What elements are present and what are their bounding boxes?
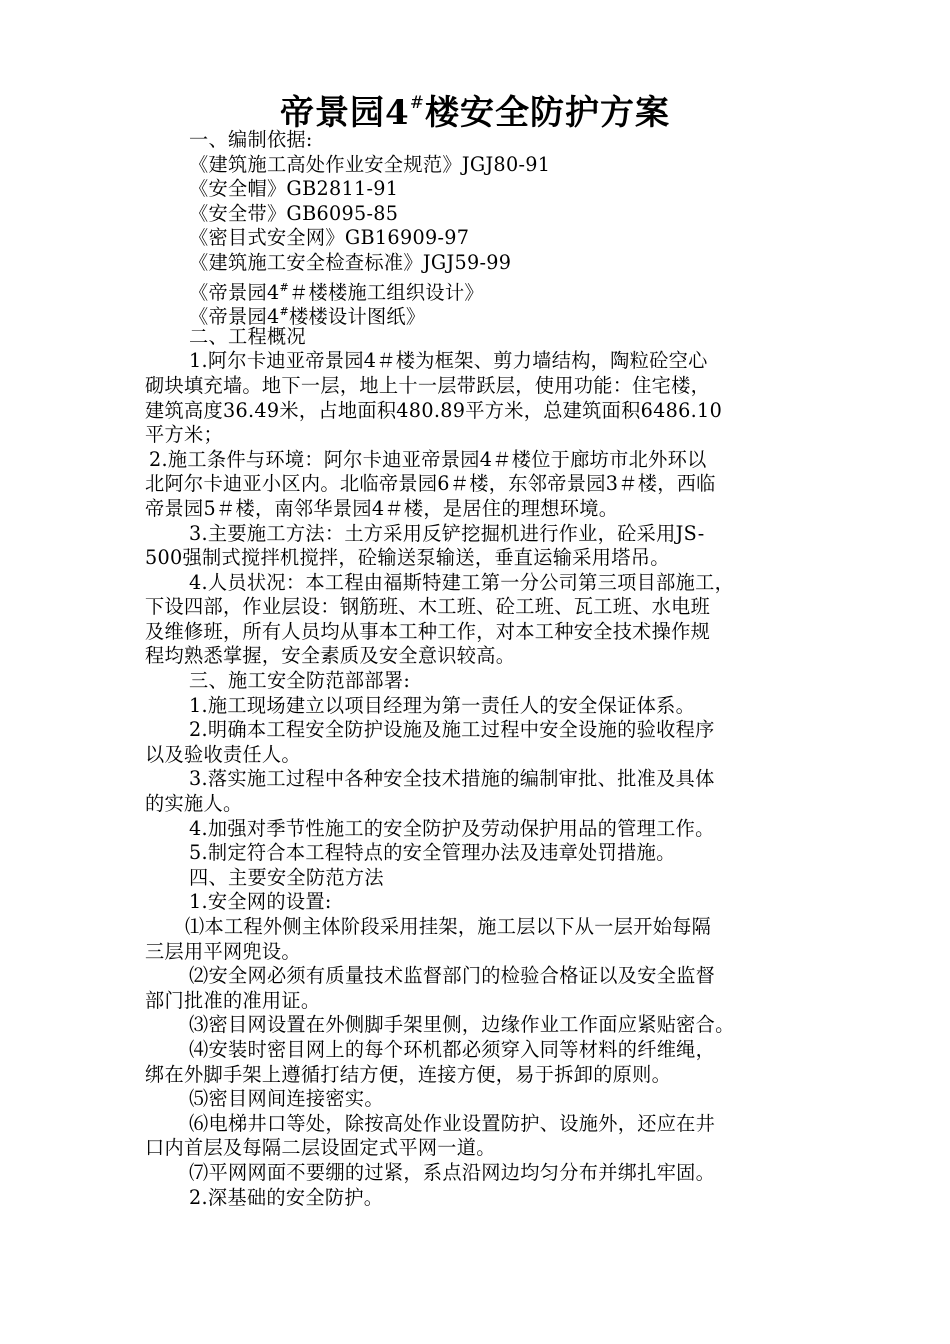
text-line-content: 2.施工条件与环境：阿尔卡迪亚帝景园4＃楼位于廊坊市北外环以 [149, 447, 707, 471]
text-line [145, 1186, 810, 1211]
text-line [145, 1136, 810, 1161]
text-line-content: ⑸密目网间连接密实。 [189, 1087, 384, 1111]
text-line [145, 841, 810, 866]
text-line [145, 571, 810, 596]
text-line-content: 《安全帽》GB2811-91 [189, 177, 399, 201]
text-line [145, 497, 810, 522]
text-line-content: ⑷安装时密目网上的每个环机都必须穿入同等材料的纤维绳， [189, 1037, 716, 1061]
text-line-content: 3.主要施工方法：土方采用反铲挖掘机进行作业，砼采用JS- [189, 521, 705, 545]
text-line-continuation: 楼楼设计图纸》 [289, 305, 426, 329]
text-line-content: 及维修班，所有人员均从事本工种工作，对本工种安全技术操作规 [145, 619, 711, 643]
text-line-content: 1.施工现场建立以项目经理为第一责任人的安全保证体系。 [189, 693, 696, 717]
text-line [145, 669, 810, 694]
text-line-content: 四、主要安全防范方法 [189, 865, 384, 889]
text-line [145, 177, 810, 202]
text-line-content: 平方米； [145, 423, 223, 447]
text-line-content: 下设四部，作业层设：钢筋班、木工班、砼工班、瓦工班、水电班 [145, 595, 711, 619]
text-line [145, 694, 810, 719]
text-line-content: 三、施工安全防范部部署: [189, 669, 411, 693]
text-line-content: 2.明确本工程安全防护设施及施工过程中安全设施的验收程序 [189, 718, 715, 742]
text-line-content: 口内首层及每隔二层设固定式平网一道。 [145, 1136, 496, 1160]
text-line [145, 128, 810, 153]
title-superscript: # [409, 93, 425, 113]
text-line [145, 792, 810, 817]
text-line [145, 325, 810, 350]
text-line [145, 1161, 810, 1186]
text-line [145, 964, 810, 989]
text-line-content: 帝景园5＃楼，南邻华景园4＃楼，是居住的理想环境。 [145, 496, 619, 520]
text-line-superscript: # [279, 280, 289, 294]
text-line [145, 866, 810, 891]
text-line-content: 《帝景园4 [189, 305, 280, 329]
text-line [145, 1087, 810, 1112]
text-line [145, 890, 810, 915]
text-line-content: 500强制式搅拌机搅拌，砼输送泵输送，垂直运输采用塔吊。 [145, 546, 670, 570]
text-line [145, 153, 810, 178]
text-line [145, 522, 810, 547]
text-line-content: 绑在外脚手架上遵循打结方便，连接方便，易于拆卸的原则。 [145, 1062, 672, 1086]
text-line-content: 二、工程概况 [189, 324, 306, 348]
text-line-content: 《建筑施工安全检查标准》JGJ59-99 [189, 250, 512, 274]
text-line [145, 399, 810, 424]
text-line-content: 《安全带》GB6095-85 [189, 201, 399, 225]
text-line-content: 1.安全网的设置: [189, 890, 332, 914]
text-line-content: 的实施人。 [145, 792, 243, 816]
text-line [145, 374, 810, 399]
title-main-part1: 帝景园4 [280, 93, 410, 133]
text-line-content: 1.阿尔卡迪亚帝景园4＃楼为框架、剪力墙结构，陶粒砼空心 [189, 349, 708, 373]
text-line [145, 767, 810, 792]
text-line [145, 817, 810, 842]
text-line-content: 《帝景园4 [189, 280, 280, 304]
text-line-content: 3.落实施工过程中各种安全技术措施的编制审批、批准及具体 [189, 767, 715, 791]
text-line-content: 三层用平网兜设。 [145, 939, 301, 963]
text-line [145, 1112, 810, 1137]
text-line-content: ⑶密目网设置在外侧脚手架里侧，边缘作业工作面应紧贴密合。 [189, 1013, 735, 1037]
text-line-content: 《建筑施工高处作业安全规范》JGJ80-91 [189, 152, 551, 176]
text-line [145, 718, 810, 743]
text-line-content: 一、编制依据: [189, 128, 313, 151]
text-line [145, 276, 810, 304]
text-line-content: 《密目式安全网》GB16909-97 [189, 226, 470, 250]
text-line-content: 以及验收责任人。 [145, 742, 301, 766]
text-line-content: ⑴本工程外侧主体阶段采用挂架，施工层以下从一层开始每隔 [185, 915, 712, 938]
text-line-content: 部门批准的准用证。 [145, 988, 321, 1012]
text-line [145, 620, 810, 645]
text-line [145, 989, 810, 1014]
text-line-superscript: # [279, 305, 289, 319]
text-line [145, 202, 810, 227]
text-line-content: ⑹电梯井口等处，除按高处作业设置防护、设施外，还应在井 [189, 1111, 716, 1135]
text-line [145, 251, 810, 276]
text-line [145, 644, 810, 669]
text-line [145, 595, 810, 620]
text-line-content: 5.制定符合本工程特点的安全管理办法及违章处罚措施。 [189, 841, 676, 865]
text-line [145, 743, 810, 768]
text-line-content: 4.加强对季节性施工的安全防护及劳动保护用品的管理工作。 [189, 816, 715, 840]
text-line [145, 226, 810, 251]
text-line [145, 1063, 810, 1088]
text-line [145, 472, 810, 497]
title-main-part2: 楼安全防护方案 [424, 93, 670, 133]
text-line [145, 915, 810, 940]
text-line [145, 940, 810, 965]
text-line-content: ⑵安全网必须有质量技术监督部门的检验合格证以及安全监督 [189, 964, 716, 988]
text-line-content: 2.深基础的安全防护。 [189, 1185, 384, 1209]
text-line [145, 448, 810, 473]
document-body [145, 128, 810, 1210]
text-line-content: 砌块填充墙。地下一层，地上十一层带跃层，使用功能：住宅楼， [145, 373, 711, 397]
text-line-content: ⑺平网网面不要绷的过紧，系点沿网边均匀分布并绑扎牢固。 [189, 1160, 716, 1184]
text-line-content: 4.人员状况：本工程由福斯特建工第一分公司第三项目部施工， [189, 570, 735, 594]
text-line [145, 1038, 810, 1063]
text-line [145, 1013, 810, 1038]
text-line-continuation: ＃楼楼施工组织设计》 [289, 280, 484, 304]
text-line-content: 程均熟悉掌握，安全素质及安全意识较高。 [145, 644, 516, 668]
text-line [145, 546, 810, 571]
text-line [145, 423, 810, 448]
text-line-content: 建筑高度36.49米，占地面积480.89平方米，总建筑面积6486.10 [145, 398, 723, 422]
text-line-content: 北阿尔卡迪亚小区内。北临帝景园6＃楼，东邻帝景园3＃楼，西临 [145, 472, 716, 496]
text-line [145, 349, 810, 374]
